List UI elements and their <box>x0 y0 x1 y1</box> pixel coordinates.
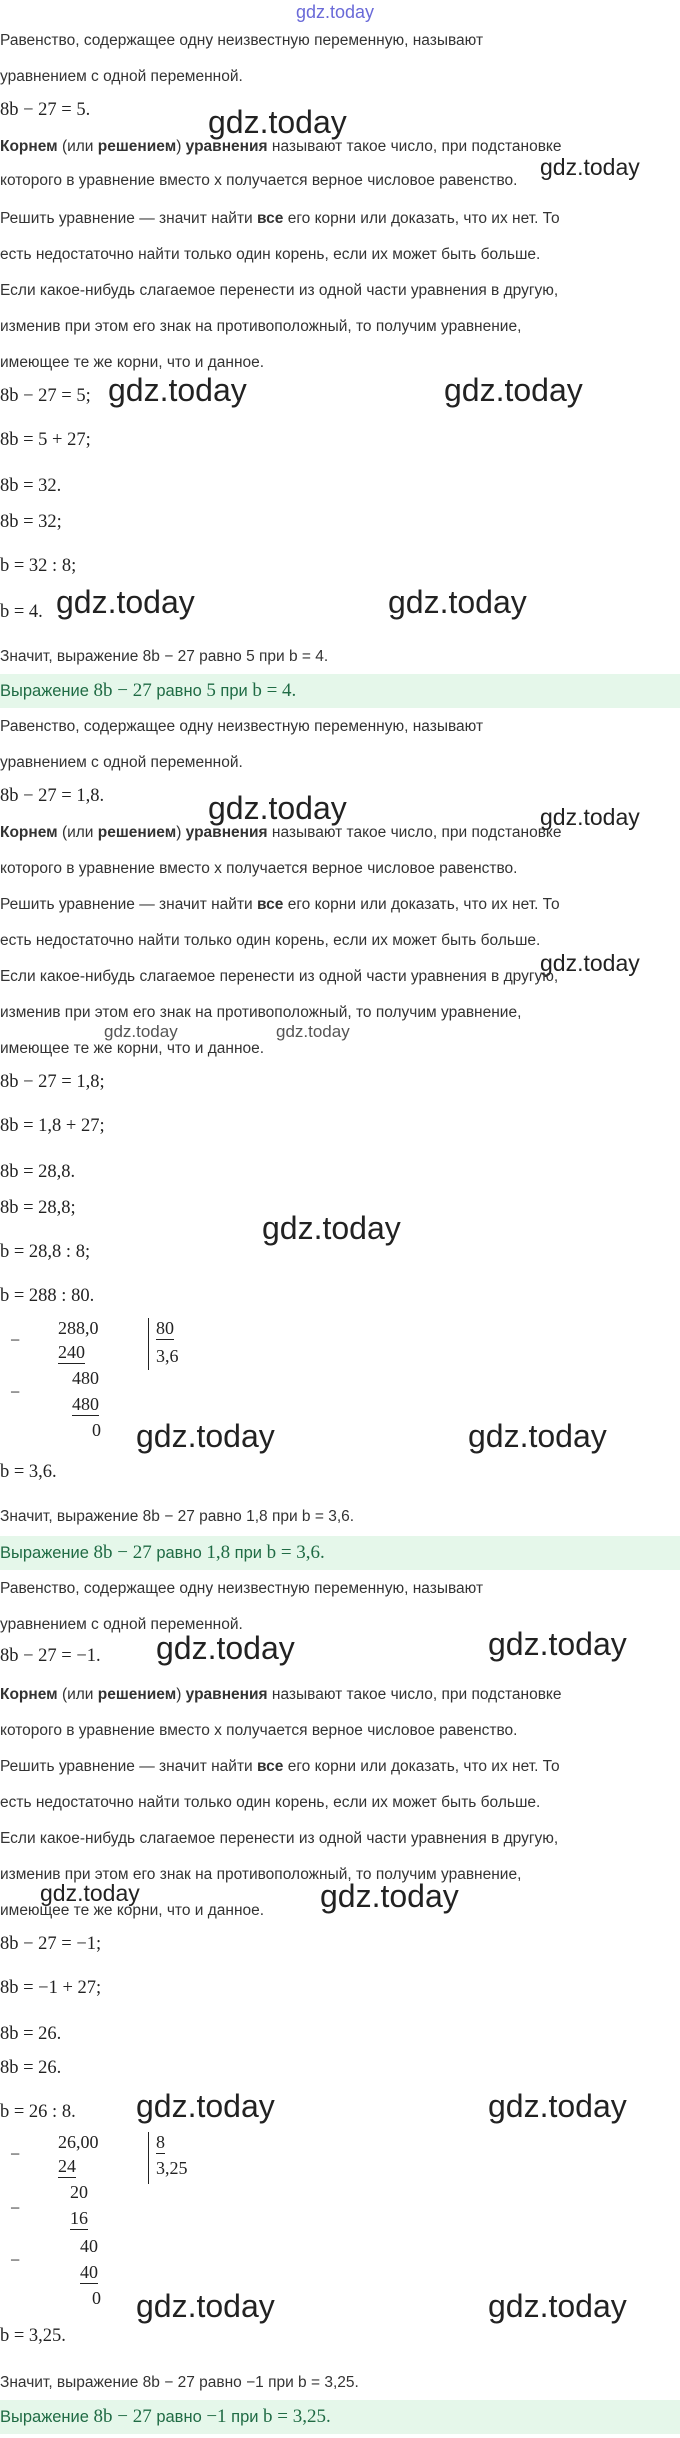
remainder: 480 <box>72 1368 99 1388</box>
step: 8b = 1,8 + 27; <box>0 1116 105 1136</box>
text: его корни или доказать, что их нет. То <box>283 896 560 913</box>
remainder: 40 <box>80 2236 98 2256</box>
solve-definition <box>0 210 560 228</box>
minus-sign: − <box>10 2144 21 2164</box>
term-root: Корнем <box>0 824 58 841</box>
subtrahend: 24 <box>58 2156 76 2176</box>
watermark: gdz.today <box>136 1418 275 1454</box>
dividend: 288,0 <box>58 1318 99 1338</box>
result: b = 3,6. <box>0 1462 57 1482</box>
step: 8b = 26. <box>0 2024 62 2044</box>
minus-sign: − <box>10 1382 21 1402</box>
root-definition-line: которого в уравнение вместо x получается верное числовое равенство. <box>0 1722 518 1739</box>
subtrahend: 16 <box>70 2208 88 2228</box>
root-definition <box>0 138 562 156</box>
conclusion: Значит, выражение 8b − 27 равно −1 при b = 3,25. <box>0 2374 359 2391</box>
solve-definition-line: есть недостаточно найти только один корень, если их может быть больше. <box>0 246 541 263</box>
equation: 8b − 27 = 5. <box>0 100 91 120</box>
transfer-rule: Если какое-нибудь слагаемое перенести из одной части уравнения в другую, <box>0 968 559 985</box>
text: равно <box>151 682 207 700</box>
watermark: gdz.today <box>468 1418 607 1454</box>
watermark: gdz.today <box>208 790 347 826</box>
definition-line: Равенство, содержащее одну неизвестную переменную, называют <box>0 32 484 49</box>
step: 8b − 27 = 5; <box>0 386 91 406</box>
text: Выражение <box>0 2408 94 2426</box>
watermark: gdz.today <box>104 1022 178 1041</box>
term-equation: уравнения <box>185 138 268 155</box>
step: b = 4. <box>0 602 43 622</box>
text: (или <box>57 824 98 841</box>
quotient: 3,6 <box>156 1346 179 1366</box>
watermark: gdz.today <box>540 950 640 976</box>
text: его корни или доказать, что их нет. То <box>283 210 560 227</box>
quotient: 3,25 <box>156 2158 188 2178</box>
equation: 8b − 27 = 1,8. <box>0 786 105 806</box>
term-equation: уравнения <box>185 824 268 841</box>
transfer-rule: изменив при этом его знак на противоположный, то получим уравнение, <box>0 1866 522 1883</box>
watermark: gdz.today <box>444 372 583 408</box>
conclusion: Значит, выражение 8b − 27 равно 5 при b = 4. <box>0 648 329 665</box>
definition-line: уравнением с одной переменной. <box>0 1616 243 1633</box>
transfer-rule: Если какое-нибудь слагаемое перенести из одной части уравнения в другую, <box>0 282 559 299</box>
root-definition <box>0 1686 562 1704</box>
watermark: gdz.today <box>136 2288 275 2324</box>
answer <box>0 2406 331 2428</box>
solve-definition-line: есть недостаточно найти только один корень, если их может быть больше. <box>0 1794 541 1811</box>
minus-sign: − <box>10 2198 21 2218</box>
definition-line: Равенство, содержащее одну неизвестную переменную, называют <box>0 718 484 735</box>
remainder: 20 <box>70 2182 88 2202</box>
definition-line: уравнением с одной переменной. <box>0 754 243 771</box>
watermark: gdz.today <box>540 804 640 830</box>
transfer-rule: изменив при этом его знак на противоположный, то получим уравнение, <box>0 1004 522 1021</box>
watermark: gdz.today <box>108 372 247 408</box>
step: b = 32 : 8; <box>0 556 77 576</box>
root-definition-line: которого в уравнение вместо x получается верное числовое равенство. <box>0 172 518 189</box>
step: 8b = 28,8. <box>0 1162 76 1182</box>
divisor: 8 <box>156 2132 165 2152</box>
watermark: gdz.today <box>56 584 195 620</box>
root-definition-line: которого в уравнение вместо x получается верное числовое равенство. <box>0 860 518 877</box>
answer <box>0 680 296 702</box>
step: b = 26 : 8. <box>0 2102 76 2122</box>
term-equation: уравнения <box>185 1686 268 1703</box>
text: ) <box>176 1686 186 1703</box>
watermark-top: gdz.today <box>296 2 375 22</box>
step: 8b = 28,8; <box>0 1198 76 1218</box>
text: при <box>230 1544 267 1562</box>
expression: 8b − 27 <box>93 1542 152 1563</box>
transfer-rule: имеющее те же корни, что и данное. <box>0 1902 265 1919</box>
solve-definition-line: есть недостаточно найти только один корень, если их может быть больше. <box>0 932 541 949</box>
subtrahend: 40 <box>80 2262 98 2282</box>
step: b = 28,8 : 8; <box>0 1242 91 1262</box>
watermark: gdz.today <box>208 104 347 140</box>
watermark: gdz.today <box>488 2088 627 2124</box>
conclusion: Значит, выражение 8b − 27 равно 1,8 при b = 3,6. <box>0 1508 355 1525</box>
transfer-rule: изменив при этом его знак на противоположный, то получим уравнение, <box>0 318 522 335</box>
watermark: gdz.today <box>276 1022 350 1041</box>
value: 5 <box>206 680 216 701</box>
dividend: 26,00 <box>58 2132 99 2152</box>
term-all: все <box>257 1758 284 1775</box>
equation: 8b − 27 = −1. <box>0 1646 101 1666</box>
minus-sign: − <box>10 1330 21 1350</box>
watermark: gdz.today <box>156 1630 295 1666</box>
text: Решить уравнение — значит найти <box>0 896 258 913</box>
step: 8b = 32. <box>0 476 62 496</box>
step: b = 288 : 80. <box>0 1286 95 1306</box>
text: называют такое число, при подстановке <box>267 1686 562 1703</box>
transfer-rule: Если какое-нибудь слагаемое перенести из одной части уравнения в другую, <box>0 1830 559 1847</box>
transfer-rule: имеющее те же корни, что и данное. <box>0 1040 265 1057</box>
text: при <box>226 2408 264 2426</box>
text: называют такое число, при подстановке <box>267 824 562 841</box>
term-solution: решением <box>97 138 177 155</box>
term-all: все <box>257 210 284 227</box>
division-bar <box>148 1318 149 1370</box>
result: b = 3,25. <box>0 2326 66 2346</box>
remainder: 0 <box>92 2288 101 2308</box>
watermark: gdz.today <box>136 2088 275 2124</box>
watermark: gdz.today <box>262 1210 401 1246</box>
term-all: все <box>257 896 284 913</box>
text: ) <box>176 824 186 841</box>
definition-line: Равенство, содержащее одну неизвестную переменную, называют <box>0 1580 484 1597</box>
watermark: gdz.today <box>40 1880 140 1906</box>
text: его корни или доказать, что их нет. То <box>283 1758 560 1775</box>
watermark: gdz.today <box>320 1878 459 1914</box>
text: Выражение <box>0 682 94 700</box>
value: 1,8 <box>206 1542 231 1563</box>
text: Решить уравнение — значит найти <box>0 210 258 227</box>
text: называют такое число, при подстановке <box>267 138 562 155</box>
divisor: 80 <box>156 1318 174 1338</box>
division-bar <box>148 2132 149 2184</box>
minus-sign: − <box>10 2250 21 2270</box>
transfer-rule: имеющее те же корни, что и данное. <box>0 354 265 371</box>
text: ) <box>176 138 186 155</box>
text: (или <box>57 138 98 155</box>
remainder: 0 <box>92 1420 101 1440</box>
watermark: gdz.today <box>488 2288 627 2324</box>
solve-definition <box>0 896 560 914</box>
term-solution: решением <box>97 824 177 841</box>
root: b = 3,25. <box>263 2406 331 2427</box>
expression: 8b − 27 <box>93 680 152 701</box>
definition-line: уравнением с одной переменной. <box>0 68 243 85</box>
watermark: gdz.today <box>540 154 640 180</box>
text: (или <box>57 1686 98 1703</box>
watermark: gdz.today <box>488 1626 627 1662</box>
text: Выражение <box>0 1544 94 1562</box>
term-solution: решением <box>97 1686 177 1703</box>
root: b = 4. <box>252 680 297 701</box>
root: b = 3,6. <box>266 1542 325 1563</box>
value: −1 <box>206 2406 227 2427</box>
expression: 8b − 27 <box>93 2406 152 2427</box>
root-definition <box>0 824 562 842</box>
text: при <box>215 682 253 700</box>
text: Решить уравнение — значит найти <box>0 1758 258 1775</box>
step: 8b = 26. <box>0 2058 62 2078</box>
answer <box>0 1542 325 1564</box>
step: 8b − 27 = 1,8; <box>0 1072 105 1092</box>
term-root: Корнем <box>0 1686 58 1703</box>
step: 8b = 32; <box>0 512 62 532</box>
subtrahend: 480 <box>72 1394 99 1414</box>
solve-definition <box>0 1758 560 1776</box>
subtrahend: 240 <box>58 1342 85 1362</box>
step: 8b = 5 + 27; <box>0 430 91 450</box>
watermark: gdz.today <box>388 584 527 620</box>
text: равно <box>151 1544 207 1562</box>
term-root: Корнем <box>0 138 58 155</box>
step: 8b = −1 + 27; <box>0 1978 102 1998</box>
step: 8b − 27 = −1; <box>0 1934 102 1954</box>
text: равно <box>151 2408 207 2426</box>
